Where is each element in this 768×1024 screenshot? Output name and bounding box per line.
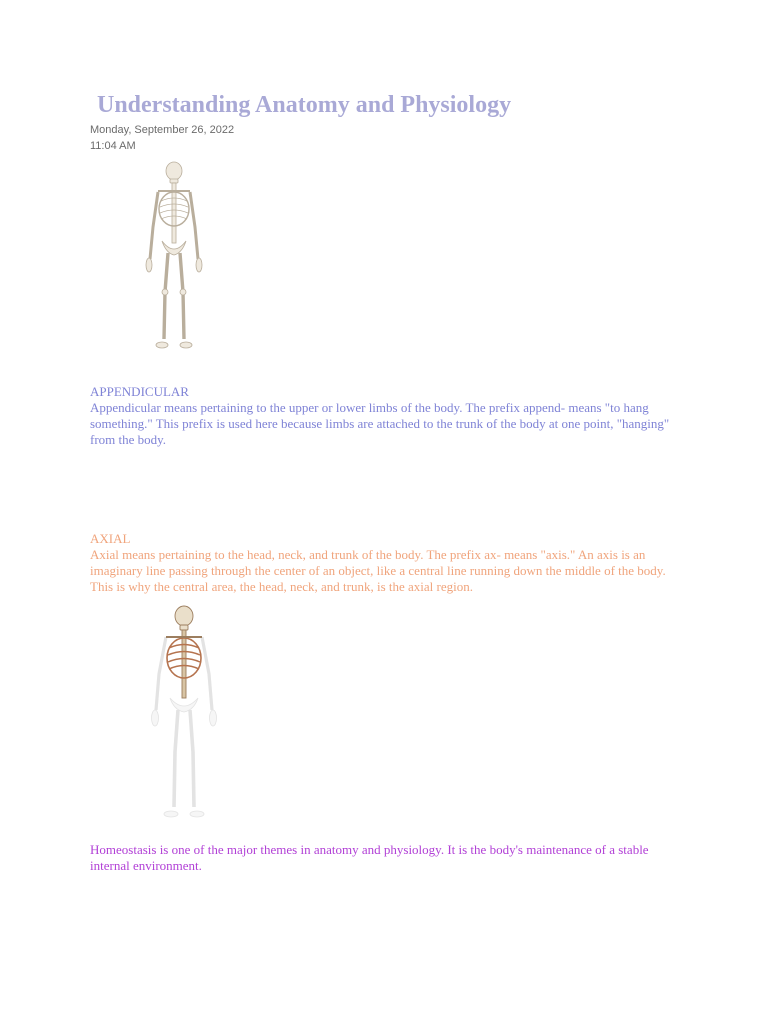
appendicular-text: Appendicular means pertaining to the upper or lower limbs of the body. The prefix append- means "to hang something." This prefix is used here because limbs are attached to the trunk of the body at one point, "hanging" from the body. [90,400,670,447]
homeostasis-text: Homeostasis is one of the major themes in anatomy and physiology. It is the body's maintenance of a stable internal environment. [90,842,649,873]
axial-heading: AXIAL [90,531,131,546]
homeostasis-section [90,842,670,874]
appendicular-section [90,384,690,448]
note-date: Monday, September 26, 2022 [90,124,235,136]
skeleton-full-image [92,157,257,360]
note-time: 11:04 AM [90,140,136,152]
axial-section [90,531,690,595]
appendicular-heading: APPENDICULAR [90,384,189,399]
page-title: Understanding Anatomy and Physiology [97,92,512,118]
axial-text: Axial means pertaining to the head, neck, and trunk of the body. The prefix ax- means "axis." An axis is an imaginary line passing through the center of an object, like a central line running down the middle of the body. This is why the central area, the head, neck, and trunk, is the axial region. [90,547,666,594]
skeleton-axial-highlight-image [128,602,238,827]
